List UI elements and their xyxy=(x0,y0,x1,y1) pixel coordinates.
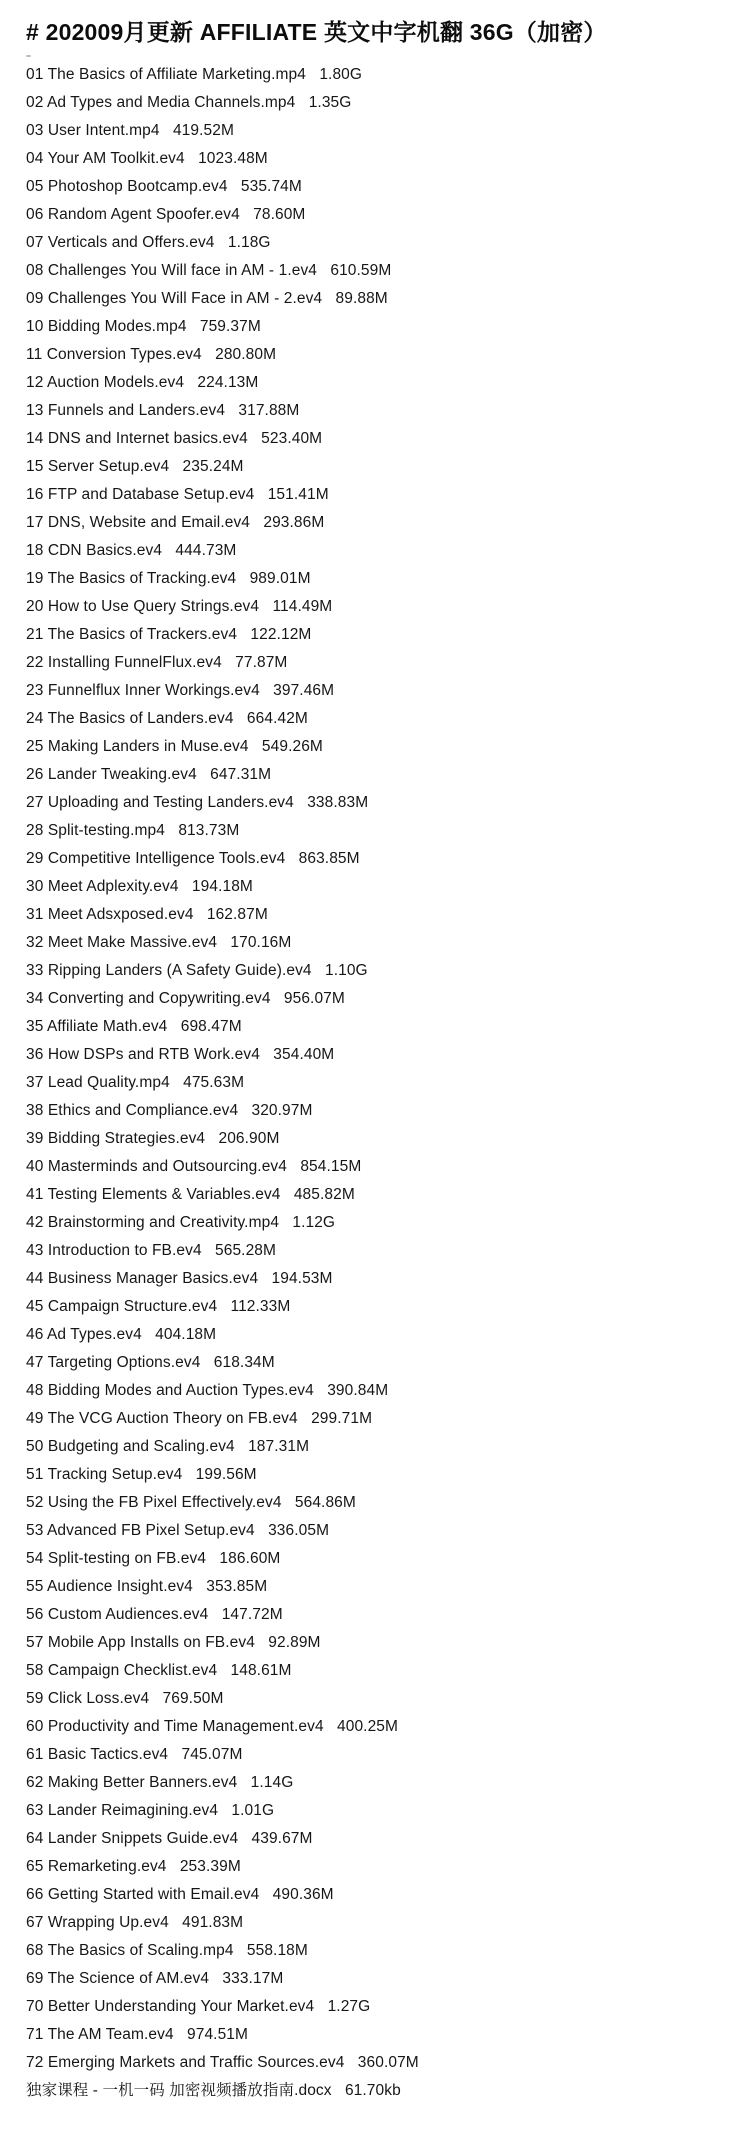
file-name: 14 DNS and Internet basics.ev4 xyxy=(26,430,248,447)
file-size: 280.80M xyxy=(215,346,277,363)
file-name: 29 Competitive Intelligence Tools.ev4 xyxy=(26,850,286,867)
file-name: 59 Click Loss.ev4 xyxy=(26,1690,150,1707)
page-title: # 202009月更新 AFFILIATE 英文中字机翻 36G（加密） xyxy=(26,19,607,45)
file-size: 1.12G xyxy=(292,1214,336,1231)
file-row xyxy=(26,1349,726,1377)
file-row xyxy=(26,2077,726,2105)
file-size: 618.34M xyxy=(213,1354,275,1371)
file-size: 293.86M xyxy=(263,514,325,531)
file-name: 25 Making Landers in Muse.ev4 xyxy=(26,738,249,755)
file-row xyxy=(26,1881,726,1909)
file-name: 05 Photoshop Bootcamp.ev4 xyxy=(26,178,228,195)
file-size: 769.50M xyxy=(162,1690,224,1707)
file-name: 44 Business Manager Basics.ev4 xyxy=(26,1270,259,1287)
file-name: 10 Bidding Modes.mp4 xyxy=(26,318,187,335)
file-row xyxy=(26,1713,726,1741)
file-size: 1.27G xyxy=(327,1998,371,2015)
file-row xyxy=(26,313,726,341)
file-row xyxy=(26,201,726,229)
file-size: 664.42M xyxy=(246,710,308,727)
file-size: 147.72M xyxy=(221,1606,283,1623)
file-size: 475.63M xyxy=(183,1074,245,1091)
file-name: 46 Ad Types.ev4 xyxy=(26,1326,142,1343)
file-row xyxy=(26,117,726,145)
file-size: 1.14G xyxy=(250,1774,294,1791)
file-name: 52 Using the FB Pixel Effectively.ev4 xyxy=(26,1494,282,1511)
file-name: 42 Brainstorming and Creativity.mp4 xyxy=(26,1214,280,1231)
file-name: 62 Making Better Banners.ev4 xyxy=(26,1774,238,1791)
file-name: 28 Split-testing.mp4 xyxy=(26,822,165,839)
file-row xyxy=(26,1741,726,1769)
file-row xyxy=(26,1545,726,1573)
file-size: 491.83M xyxy=(182,1914,244,1931)
file-size: 206.90M xyxy=(218,1130,280,1147)
file-name: 27 Uploading and Testing Landers.ev4 xyxy=(26,794,294,811)
file-size: 759.37M xyxy=(199,318,261,335)
file-name: 67 Wrapping Up.ev4 xyxy=(26,1914,169,1931)
file-name: 16 FTP and Database Setup.ev4 xyxy=(26,486,255,503)
file-row xyxy=(26,257,726,285)
file-row xyxy=(26,1153,726,1181)
file-row xyxy=(26,1013,726,1041)
file-row xyxy=(26,1601,726,1629)
file-size: 745.07M xyxy=(181,1746,243,1763)
file-size: 61.70kb xyxy=(344,2082,401,2099)
file-row xyxy=(26,789,726,817)
file-size: 564.86M xyxy=(294,1494,356,1511)
file-row xyxy=(26,509,726,537)
file-size: 235.24M xyxy=(182,458,244,475)
file-name: 02 Ad Types and Media Channels.mp4 xyxy=(26,94,296,111)
file-row xyxy=(26,901,726,929)
file-size: 194.18M xyxy=(191,878,253,895)
file-name: 60 Productivity and Time Management.ev4 xyxy=(26,1718,324,1735)
file-name: 40 Masterminds and Outsourcing.ev4 xyxy=(26,1158,288,1175)
file-row xyxy=(26,873,726,901)
file-name: 70 Better Understanding Your Market.ev4 xyxy=(26,1998,315,2015)
file-size: 1023.48M xyxy=(198,150,268,167)
file-row xyxy=(26,2049,726,2077)
file-size: 320.97M xyxy=(251,1102,313,1119)
file-size: 439.67M xyxy=(251,1830,313,1847)
file-name: 19 The Basics of Tracking.ev4 xyxy=(26,570,237,587)
file-name: 37 Lead Quality.mp4 xyxy=(26,1074,170,1091)
file-row xyxy=(26,1657,726,1685)
file-row xyxy=(26,61,726,89)
file-size: 565.28M xyxy=(215,1242,277,1259)
file-row xyxy=(26,845,726,873)
file-size: 162.87M xyxy=(206,906,268,923)
file-size: 1.01G xyxy=(231,1802,275,1819)
file-name: 23 Funnelflux Inner Workings.ev4 xyxy=(26,682,260,699)
file-size: 485.82M xyxy=(293,1186,355,1203)
file-name: 12 Auction Models.ev4 xyxy=(26,374,185,391)
file-size: 1.80G xyxy=(319,66,363,83)
file-size: 404.18M xyxy=(155,1326,217,1343)
file-row xyxy=(26,705,726,733)
file-name: 07 Verticals and Offers.ev4 xyxy=(26,234,215,251)
file-name: 48 Bidding Modes and Auction Types.ev4 xyxy=(26,1382,314,1399)
file-size: 956.07M xyxy=(283,990,345,1007)
file-row xyxy=(26,1629,726,1657)
file-name: 45 Campaign Structure.ev4 xyxy=(26,1298,218,1315)
file-row xyxy=(26,1405,726,1433)
file-size: 1.35G xyxy=(308,94,352,111)
file-row xyxy=(26,89,726,117)
file-name: 49 The VCG Auction Theory on FB.ev4 xyxy=(26,1410,298,1427)
caret-mark xyxy=(26,55,31,57)
file-name: 43 Introduction to FB.ev4 xyxy=(26,1242,202,1259)
file-size: 194.53M xyxy=(271,1270,333,1287)
file-size: 317.88M xyxy=(238,402,300,419)
file-size: 863.85M xyxy=(298,850,360,867)
file-row xyxy=(26,1517,726,1545)
file-name: 63 Lander Reimagining.ev4 xyxy=(26,1802,219,1819)
file-row xyxy=(26,957,726,985)
file-name: 04 Your AM Toolkit.ev4 xyxy=(26,150,185,167)
file-size: 1.10G xyxy=(324,962,368,979)
file-list xyxy=(26,61,726,2105)
file-size: 89.88M xyxy=(335,290,388,307)
file-row xyxy=(26,1181,726,1209)
file-name: 41 Testing Elements & Variables.ev4 xyxy=(26,1186,281,1203)
file-row xyxy=(26,537,726,565)
file-size: 112.33M xyxy=(230,1298,291,1315)
file-name: 71 The AM Team.ev4 xyxy=(26,2026,174,2043)
file-row xyxy=(26,1853,726,1881)
file-row xyxy=(26,565,726,593)
file-row xyxy=(26,1293,726,1321)
file-size: 610.59M xyxy=(330,262,392,279)
file-row xyxy=(26,1237,726,1265)
file-name: 35 Affiliate Math.ev4 xyxy=(26,1018,168,1035)
file-size: 400.25M xyxy=(337,1718,399,1735)
file-row xyxy=(26,2021,726,2049)
file-row xyxy=(26,1097,726,1125)
file-row xyxy=(26,145,726,173)
file-name: 50 Budgeting and Scaling.ev4 xyxy=(26,1438,235,1455)
file-name: 31 Meet Adsxposed.ev4 xyxy=(26,906,194,923)
file-size: 336.05M xyxy=(268,1522,330,1539)
file-row xyxy=(26,1937,726,1965)
file-size: 647.31M xyxy=(210,766,272,783)
file-name: 39 Bidding Strategies.ev4 xyxy=(26,1130,206,1147)
file-size: 77.87M xyxy=(235,654,288,671)
file-name: 30 Meet Adplexity.ev4 xyxy=(26,878,179,895)
file-size: 549.26M xyxy=(261,738,323,755)
file-size: 92.89M xyxy=(268,1634,321,1651)
file-name: 47 Targeting Options.ev4 xyxy=(26,1354,201,1371)
file-name: 独家课程 - 一机一码 加密视频播放指南.docx xyxy=(26,2082,332,2099)
file-size: 360.07M xyxy=(357,2054,419,2071)
file-name: 03 User Intent.mp4 xyxy=(26,122,160,139)
file-row xyxy=(26,1069,726,1097)
file-name: 54 Split-testing on FB.ev4 xyxy=(26,1550,207,1567)
file-row xyxy=(26,817,726,845)
file-row xyxy=(26,453,726,481)
file-name: 20 How to Use Query Strings.ev4 xyxy=(26,598,260,615)
file-row xyxy=(26,341,726,369)
file-name: 57 Mobile App Installs on FB.ev4 xyxy=(26,1634,255,1651)
file-name: 17 DNS, Website and Email.ev4 xyxy=(26,514,251,531)
file-row xyxy=(26,1825,726,1853)
file-name: 13 Funnels and Landers.ev4 xyxy=(26,402,226,419)
file-size: 170.16M xyxy=(230,934,292,951)
file-size: 224.13M xyxy=(197,374,259,391)
file-size: 338.83M xyxy=(307,794,369,811)
file-name: 33 Ripping Landers (A Safety Guide).ev4 xyxy=(26,962,312,979)
file-row xyxy=(26,1965,726,1993)
file-row xyxy=(26,285,726,313)
file-size: 186.60M xyxy=(219,1550,281,1567)
file-row xyxy=(26,649,726,677)
file-size: 187.31M xyxy=(248,1438,310,1455)
file-row xyxy=(26,1909,726,1937)
file-row xyxy=(26,1377,726,1405)
file-row xyxy=(26,1433,726,1461)
file-row xyxy=(26,1125,726,1153)
file-name: 24 The Basics of Landers.ev4 xyxy=(26,710,234,727)
file-size: 490.36M xyxy=(272,1886,334,1903)
file-name: 51 Tracking Setup.ev4 xyxy=(26,1466,183,1483)
file-name: 69 The Science of AM.ev4 xyxy=(26,1970,210,1987)
file-row xyxy=(26,1489,726,1517)
file-name: 66 Getting Started with Email.ev4 xyxy=(26,1886,260,1903)
file-size: 333.17M xyxy=(222,1970,284,1987)
file-size: 78.60M xyxy=(253,206,306,223)
file-row xyxy=(26,677,726,705)
file-row xyxy=(26,481,726,509)
file-size: 974.51M xyxy=(187,2026,249,2043)
file-name: 55 Audience Insight.ev4 xyxy=(26,1578,193,1595)
file-name: 11 Conversion Types.ev4 xyxy=(26,346,202,363)
file-row xyxy=(26,929,726,957)
file-name: 61 Basic Tactics.ev4 xyxy=(26,1746,169,1763)
file-name: 32 Meet Make Massive.ev4 xyxy=(26,934,218,951)
file-row xyxy=(26,1573,726,1601)
file-name: 08 Challenges You Will face in AM - 1.ev4 xyxy=(26,262,318,279)
file-name: 56 Custom Audiences.ev4 xyxy=(26,1606,209,1623)
file-row xyxy=(26,761,726,789)
file-size: 698.47M xyxy=(180,1018,242,1035)
file-name: 53 Advanced FB Pixel Setup.ev4 xyxy=(26,1522,255,1539)
file-name: 22 Installing FunnelFlux.ev4 xyxy=(26,654,222,671)
file-name: 34 Converting and Copywriting.ev4 xyxy=(26,990,271,1007)
file-row xyxy=(26,733,726,761)
file-size: 1.18G xyxy=(227,234,271,251)
file-row xyxy=(26,1461,726,1489)
file-size: 199.56M xyxy=(195,1466,257,1483)
file-row xyxy=(26,1993,726,2021)
file-name: 06 Random Agent Spoofer.ev4 xyxy=(26,206,240,223)
file-size: 444.73M xyxy=(175,542,237,559)
file-size: 989.01M xyxy=(249,570,311,587)
file-row xyxy=(26,1769,726,1797)
file-row xyxy=(26,593,726,621)
file-row xyxy=(26,1209,726,1237)
file-row xyxy=(26,1265,726,1293)
file-name: 58 Campaign Checklist.ev4 xyxy=(26,1662,218,1679)
file-name: 64 Lander Snippets Guide.ev4 xyxy=(26,1830,239,1847)
file-name: 36 How DSPs and RTB Work.ev4 xyxy=(26,1046,260,1063)
file-row xyxy=(26,173,726,201)
file-row xyxy=(26,1321,726,1349)
file-size: 114.49M xyxy=(272,598,333,615)
file-name: 09 Challenges You Will Face in AM - 2.ev4 xyxy=(26,290,323,307)
file-row xyxy=(26,1797,726,1825)
file-size: 253.39M xyxy=(179,1858,241,1875)
file-size: 299.71M xyxy=(311,1410,373,1427)
file-size: 419.52M xyxy=(172,122,234,139)
file-size: 354.40M xyxy=(273,1046,335,1063)
file-name: 21 The Basics of Trackers.ev4 xyxy=(26,626,238,643)
file-row xyxy=(26,621,726,649)
file-name: 72 Emerging Markets and Traffic Sources.ev4 xyxy=(26,2054,345,2071)
file-size: 535.74M xyxy=(240,178,302,195)
file-size: 523.40M xyxy=(261,430,323,447)
file-row xyxy=(26,397,726,425)
file-row xyxy=(26,985,726,1013)
file-name: 15 Server Setup.ev4 xyxy=(26,458,170,475)
file-row xyxy=(26,1685,726,1713)
file-size: 813.73M xyxy=(178,822,240,839)
file-size: 353.85M xyxy=(206,1578,268,1595)
file-name: 18 CDN Basics.ev4 xyxy=(26,542,163,559)
file-size: 151.41M xyxy=(267,486,329,503)
file-row xyxy=(26,425,726,453)
file-name: 65 Remarketing.ev4 xyxy=(26,1858,167,1875)
file-name: 68 The Basics of Scaling.mp4 xyxy=(26,1942,234,1959)
file-size: 854.15M xyxy=(300,1158,362,1175)
file-name: 38 Ethics and Compliance.ev4 xyxy=(26,1102,239,1119)
file-size: 390.84M xyxy=(327,1382,389,1399)
file-name: 26 Lander Tweaking.ev4 xyxy=(26,766,197,783)
file-size: 558.18M xyxy=(246,1942,308,1959)
file-row xyxy=(26,369,726,397)
file-name: 01 The Basics of Affiliate Marketing.mp4 xyxy=(26,66,306,83)
file-row xyxy=(26,229,726,257)
file-row xyxy=(26,1041,726,1069)
file-size: 122.12M xyxy=(250,626,312,643)
file-size: 148.61M xyxy=(230,1662,292,1679)
file-size: 397.46M xyxy=(273,682,335,699)
